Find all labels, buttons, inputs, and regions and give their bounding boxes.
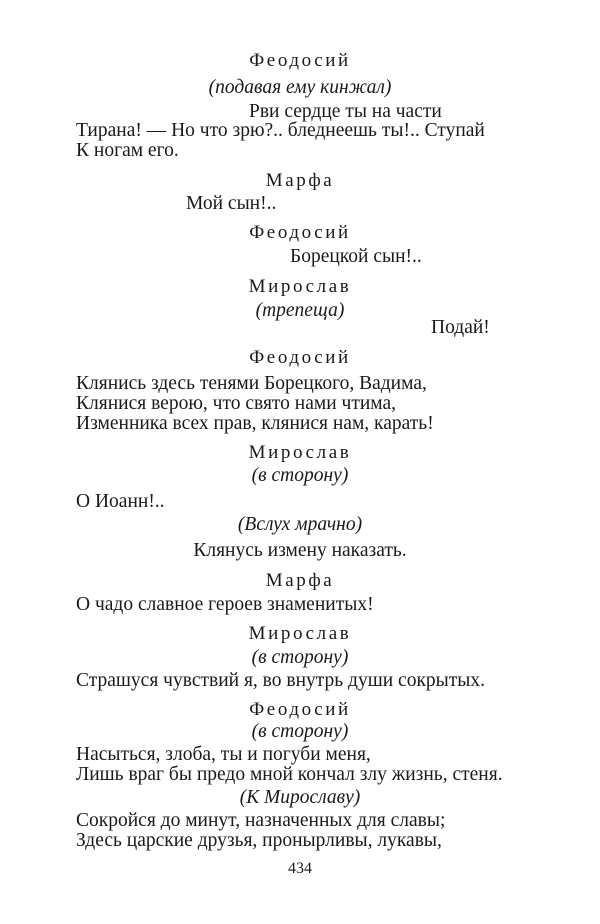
speaker-feodosiy: Феодосий xyxy=(249,347,351,368)
speaker-miroslav: Мирослав xyxy=(248,442,352,463)
speaker-marfa: Марфа xyxy=(265,570,335,591)
speaker-marfa: Марфа xyxy=(265,170,335,191)
page-number: 434 xyxy=(288,860,312,877)
verse-line: Страшуся чувствий я, во внутрь души сокрытых. xyxy=(76,670,486,691)
verse-line: Борецкой сын!.. xyxy=(290,246,422,267)
verse-line: Лишь враг бы предо мной кончал злу жизнь, стеня. xyxy=(76,764,503,785)
speaker-feodosiy: Феодосий xyxy=(249,699,351,720)
stage-direction: (трепеща) xyxy=(255,300,345,321)
stage-direction: (в сторону) xyxy=(251,721,349,742)
stage-direction: (Вслух мрачно) xyxy=(237,514,363,535)
verse-line: Клянусь измену наказать. xyxy=(193,540,407,561)
verse-line: Здесь царские друзья, пронырливы, лукавы, xyxy=(76,830,442,851)
verse-line: Насыться, злоба, ты и погуби меня, xyxy=(76,744,371,765)
speaker-miroslav: Мирослав xyxy=(248,276,352,297)
stage-direction: (в сторону) xyxy=(251,465,349,486)
stage-direction: (в сторону) xyxy=(251,647,349,668)
stage-direction: (К Мирославу) xyxy=(239,787,361,808)
verse-line: О Иоанн!.. xyxy=(76,491,165,512)
verse-line: К ногам его. xyxy=(76,140,179,161)
verse-line: О чадо славное героев знаменитых! xyxy=(76,594,374,615)
verse-line: Клянися верою, что свято нами чтима, xyxy=(76,393,397,414)
verse-line: Мой сын!.. xyxy=(186,193,277,214)
stage-direction: (подавая ему кинжал) xyxy=(208,77,392,98)
verse-line: Подай! xyxy=(431,317,490,338)
verse-line: Клянись здесь тенями Борецкого, Вадима, xyxy=(76,373,427,394)
speaker-miroslav: Мирослав xyxy=(248,623,352,644)
verse-line: Сокройся до минут, назначенных для славы; xyxy=(76,810,446,831)
verse-line: Изменника всех прав, клянися нам, карать! xyxy=(76,413,434,434)
speaker-feodosiy: Феодосий xyxy=(249,50,351,71)
verse-line: Тирана! — Но что зрю?.. бледнеешь ты!.. Ступай xyxy=(76,120,485,141)
speaker-feodosiy: Феодосий xyxy=(249,222,351,243)
verse-line: Рви сердце ты на части xyxy=(249,101,442,122)
